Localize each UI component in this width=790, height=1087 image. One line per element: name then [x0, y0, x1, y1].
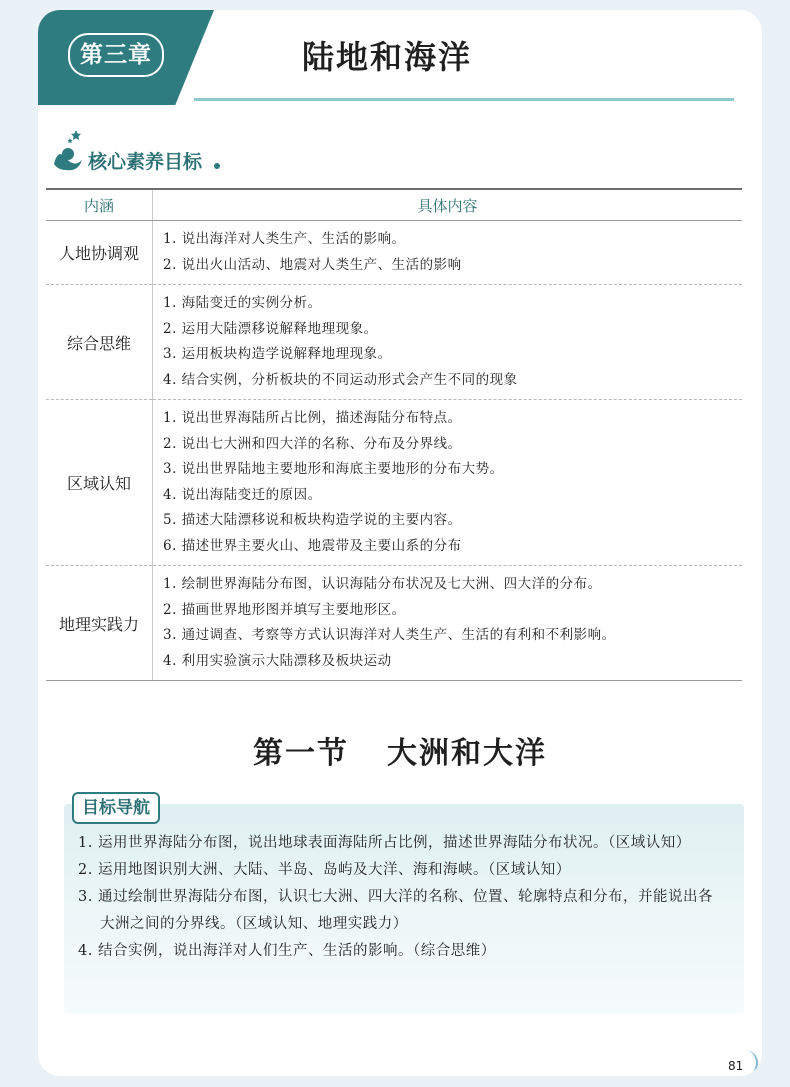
section-number: 第一节	[253, 736, 349, 771]
goal-item: 1. 绘制世界海陆分布图，认识海陆分布状况及七大洲、四大洋的分布。	[163, 576, 602, 592]
page-corner-curve	[744, 1050, 758, 1076]
section-name: 大洲和大洋	[387, 736, 547, 771]
row-content	[153, 221, 743, 285]
row-content	[153, 400, 743, 566]
chapter-title: 陆地和海洋	[302, 38, 473, 76]
goal-item: 1. 说出世界海陆所占比例，描述海陆分布特点。	[163, 410, 462, 426]
core-goals-heading: 核心素养目标	[88, 151, 203, 173]
core-goals-table	[46, 188, 742, 681]
chapter-badge: 第三章	[68, 33, 164, 77]
section-title	[38, 728, 762, 772]
target-nav-list	[78, 830, 718, 965]
table-row	[46, 400, 742, 566]
goal-item: 6. 描述世界主要火山、地震带及主要山系的分布	[163, 537, 462, 554]
goal-item: 1. 说出海洋对人类生产、生活的影响。	[163, 231, 406, 247]
goal-item: 3. 运用板块构造学说解释地理现象。	[163, 346, 392, 362]
column-header: 具体内容	[153, 189, 743, 221]
row-category: 区域认知	[46, 400, 153, 566]
goal-item: 5. 描述大陆漂移说和板块构造学说的主要内容。	[163, 512, 462, 528]
goal-item: 2. 运用大陆漂移说解释地理现象。	[163, 320, 378, 337]
header-divider	[194, 98, 734, 101]
row-content	[153, 566, 743, 681]
heading-dot	[214, 163, 220, 169]
goal-item: 4. 结合实例，分析板块的不同运动形式会产生不同的现象	[163, 371, 518, 388]
row-category: 人地协调观	[46, 221, 153, 285]
goal-item: 4. 说出海陆变迁的原因。	[163, 486, 322, 503]
row-category: 地理实践力	[46, 566, 153, 681]
core-goals-icon	[50, 128, 86, 172]
goal-item: 3. 通过调查、考察等方式认识海洋对人类生产、生活的有利和不利影响。	[163, 627, 616, 643]
table-row	[46, 566, 742, 681]
page-number: 81	[728, 1059, 744, 1073]
goal-item: 4. 利用实验演示大陆漂移及板块运动	[163, 652, 392, 669]
target-item: 3. 通过绘制世界海陆分布图，认识七大洲、四大洋的名称、位置、轮廓特点和分布，并能说出各大洲之间的分界线。（区域认知、地理实践力）	[78, 889, 713, 932]
target-item: 4. 结合实例，说出海洋对人们生产、生活的影响。（综合思维）	[78, 943, 496, 959]
column-header: 内涵	[46, 189, 153, 221]
table-header-row	[46, 189, 742, 221]
goal-item: 2. 说出火山活动、地震对人类生产、生活的影响	[163, 256, 462, 273]
target-item: 2. 运用地图识别大洲、大陆、半岛、岛屿及大洋、海和海峡。（区域认知）	[78, 862, 571, 878]
table-row	[46, 285, 742, 400]
goal-item: 3. 说出世界陆地主要地形和海底主要地形的分布大势。	[163, 461, 504, 477]
row-content	[153, 285, 743, 400]
table-row	[46, 221, 742, 285]
goal-item: 1. 海陆变迁的实例分析。	[163, 295, 322, 311]
target-nav-badge: 目标导航	[72, 792, 160, 824]
target-item: 1. 运用世界海陆分布图，说出地球表面海陆所占比例，描述世界海陆分布状况。（区域认知）	[78, 835, 691, 851]
goal-item: 2. 描画世界地形图并填写主要地形区。	[163, 601, 406, 618]
textbook-page	[38, 10, 762, 1076]
row-category: 综合思维	[46, 285, 153, 400]
goal-item: 2. 说出七大洲和四大洋的名称、分布及分界线。	[163, 435, 462, 452]
